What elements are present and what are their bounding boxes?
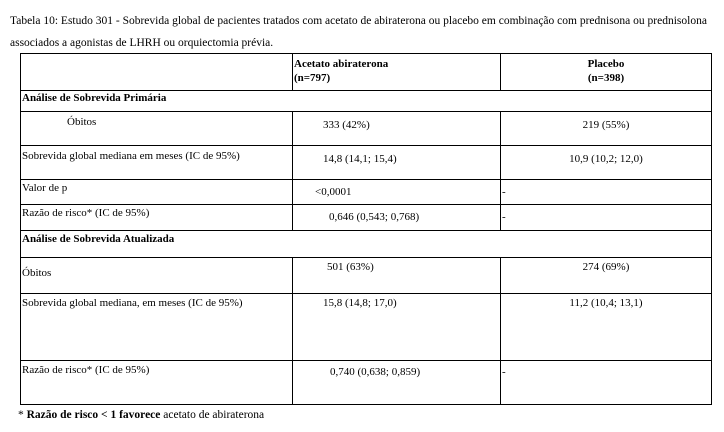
section-row-updated [21,231,712,258]
section-row-primary [21,91,712,112]
header-abiraterone-n: (n=797) [294,72,331,84]
table-row [21,294,712,361]
header-placebo-name: Placebo [587,58,625,70]
footnote-bold: Razão de risco < 1 favorece [26,409,161,421]
table-row [21,146,712,180]
header-abiraterone [293,54,501,91]
row-label: Razão de risco* (IC de 95%) [21,361,293,405]
cell-placebo: - [501,180,712,205]
section-title-primary: Análise de Sobrevida Primária [21,91,712,112]
cell-placebo: 11,2 (10,4; 13,1) [501,294,712,361]
table-caption: Tabela 10: Estudo 301 - Sobrevida global de pacientes tratados com acetato de abiraterona ou placebo em combinação com prednisona ou prednisolona associados a agonistas de LHRH ou orquiectomia prévia. [10,15,707,49]
cell-abiraterone: 501 (63%) [293,258,501,294]
header-placebo [501,54,712,91]
cell-abiraterone: 333 (42%) [293,112,501,146]
table-row [21,112,712,146]
row-label: Valor de p [21,180,293,205]
section-title-updated: Análise de Sobrevida Atualizada [21,231,712,258]
header-abiraterone-name: Acetato abiraterona [294,58,389,70]
cell-abiraterone: 14,8 (14,1; 15,4) [293,146,501,180]
cell-abiraterone: 0,646 (0,543; 0,768) [293,205,501,231]
cell-placebo: - [501,361,712,405]
row-label: Sobrevida global mediana em meses (IC de 95%) [21,146,293,180]
header-empty-cell [21,54,293,91]
survival-table [20,53,712,405]
table-row [21,205,712,231]
header-placebo-n: (n=398) [587,72,625,84]
row-label: Óbitos [21,258,293,294]
cell-placebo: 219 (55%) [501,112,712,146]
footnote-rest: acetato de abiraterona [160,409,265,421]
table-row [21,361,712,405]
footnote-star: * [18,409,27,421]
row-label: Sobrevida global mediana, em meses (IC de 95%) [21,294,293,361]
table-row [21,180,712,205]
row-label: Óbitos [21,112,293,146]
cell-abiraterone: 0,740 (0,638; 0,859) [293,361,501,405]
table-header-row [21,54,712,91]
cell-placebo: 10,9 (10,2; 12,0) [501,146,712,180]
cell-abiraterone: 15,8 (14,8; 17,0) [293,294,501,361]
cell-abiraterone: <0,0001 [293,180,501,205]
cell-placebo: - [501,205,712,231]
row-label: Razão de risco* (IC de 95%) [21,205,293,231]
cell-placebo: 274 (69%) [501,258,712,294]
table-row [21,258,712,294]
table-footnote [18,409,264,421]
